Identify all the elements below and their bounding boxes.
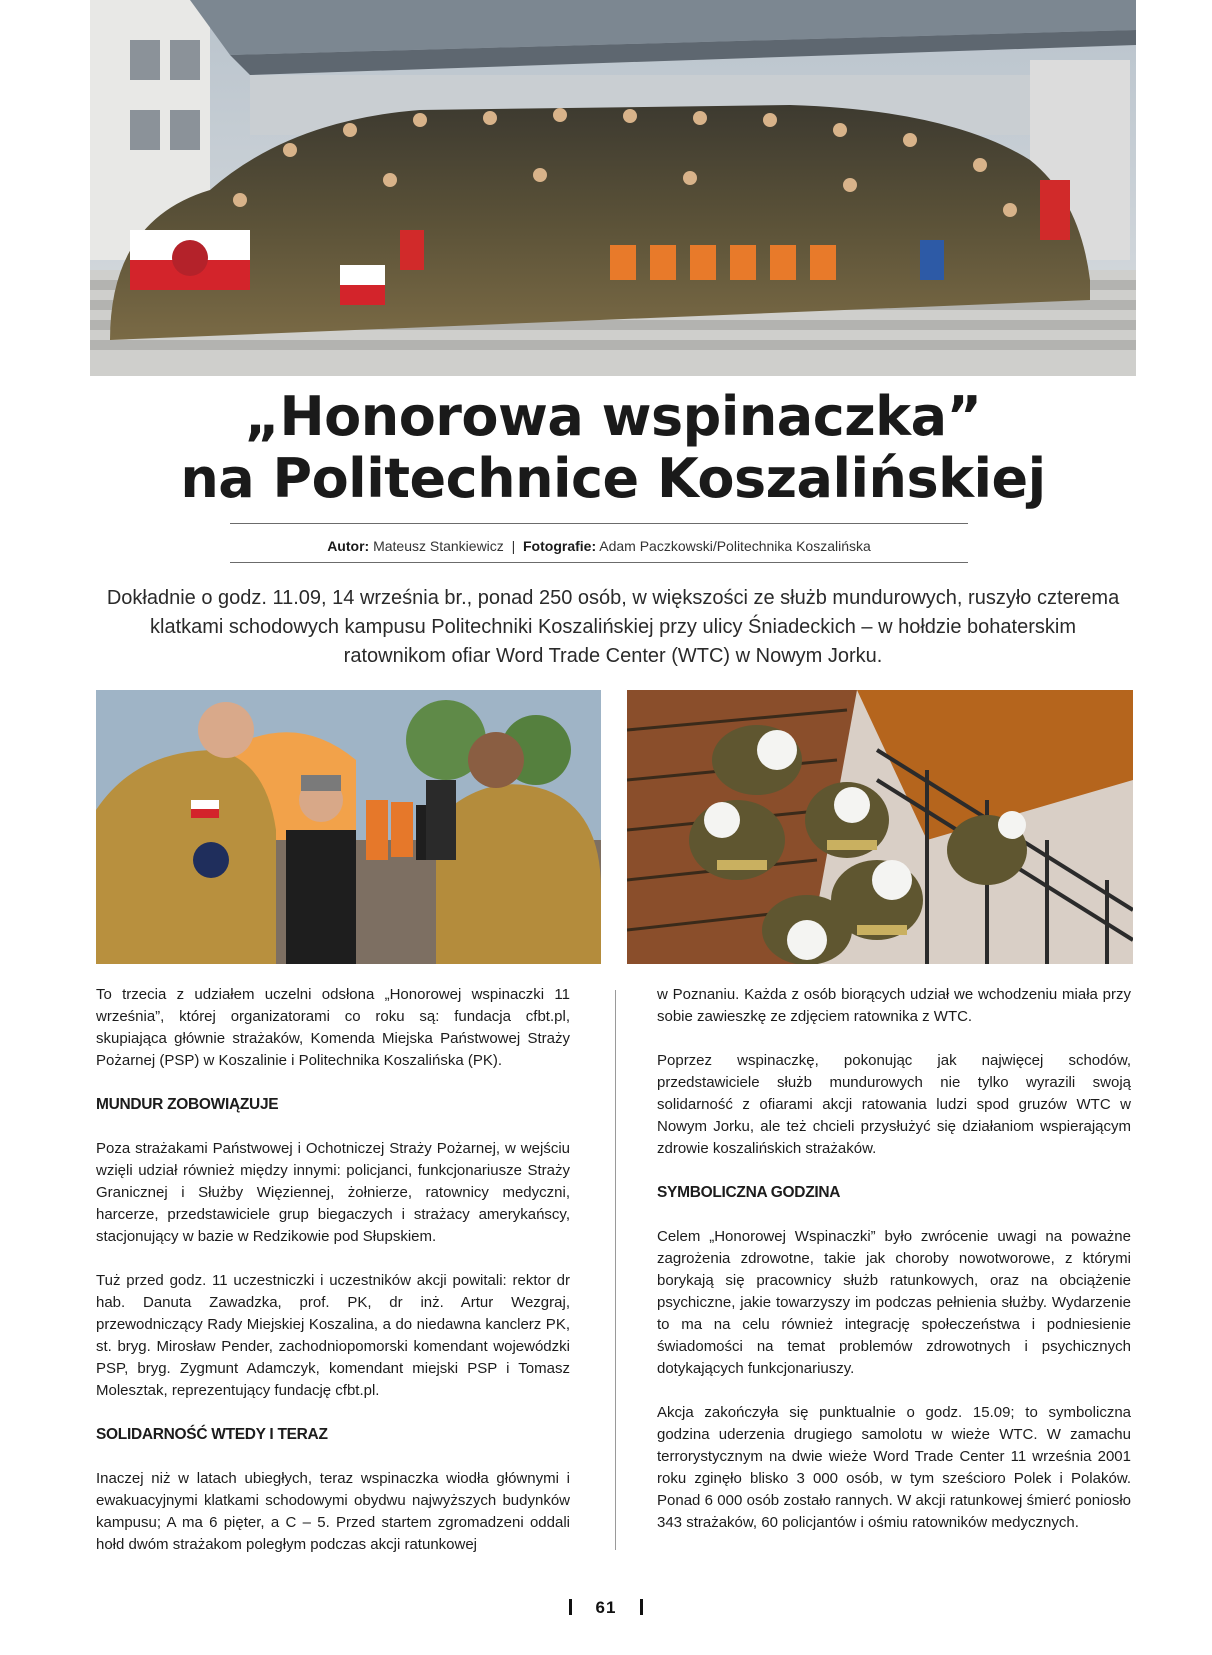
paragraph: Tuż przed godz. 11 uczestniczki i uczestników akcji powitali: rektor dr hab. Danuta Zawadzka, prof. PK, dr inż. Artur Wezgraj, przewodniczący Rady Miejskiej Koszalina, a do niedawna kanclerz PK, st. bryg. Mirosław Pender, zachodniopomorski komendant wojewódzki PSP, bryg. Zygmunt Adamczyk, komendant miejski PSP i Tomasz Molesztak, reprezentujący fundację cfbt.pl.: [96, 1272, 570, 1399]
photo-credit: Adam Paczkowski/Politechnika Koszalińska: [599, 538, 871, 554]
photo-credit-label: Fotografie:: [523, 538, 597, 554]
paragraph: To trzecia z udziałem uczelni odsłona „Honorowej wspinaczki 11 września”, której organizatorami co roku są: fundacja cfbt.pl, skupiająca głównie strażaków, Komenda Miejska Państwowej Straży Pożarnej (PSP) w Koszalinie i Politechnika Koszalińska (PK).: [96, 986, 570, 1069]
paragraph: Poza strażakami Państwowej i Ochotniczej Straży Pożarnej, w wejściu wzięli udział również między innymi: policjanci, funkcjonariusze Straży Granicznej i Służby Więziennej, żołnierze, ratownicy medyczni, harcerze, przedstawiciele grup biegaczych i strażacy amerykańscy, stacjonujący w bazie w Redzikowie pod Słupskiem.: [96, 1140, 570, 1245]
page-footer: [0, 1598, 1212, 1618]
folio-bar-left: [569, 1599, 572, 1615]
paragraph: Celem „Honorowej Wspinaczki” było zwrócenie uwagi na poważne zagrożenia zdrowotne, takie jak choroby nowotworowe, z którymi borykają się pracownicy służb ratunkowych, oraz na obciążenie psychiczne, jakie towarzyszy im podczas pełnienia służby. Wydarzenie to ma na celu również integrację społeczeństwa i podniesienie świadomości na temat problemów zdrowotnych i psychicznych dotykających funkcjonariuszy.: [657, 1228, 1131, 1377]
paragraph: Akcja zakończyła się punktualnie o godz. 15.09; to symboliczna godzina uderzenia drugiego samolotu w wieże WTC. W zamachu terrorystycznym na dwie wieże Word Trade Center 11 września 2001 roku zginęło blisko 3 000 osób, w tym sześcioro Polek i Polaków. Ponad 6 000 osób zostało rannych. W akcji ratunkowej śmierć poniosło 343 strażaków, 60 policjantów i ośmiu ratowników medycznych.: [657, 1404, 1131, 1531]
folio-bar-right: [640, 1599, 643, 1615]
column-divider: [615, 990, 616, 1550]
title-line-2: na Politechnice Koszalińskiej: [180, 447, 1046, 510]
right-column: [657, 984, 1131, 1556]
byline-separator: |: [511, 538, 516, 554]
byline: [230, 538, 968, 554]
section-heading: SYMBOLICZNA GODZINA: [657, 1184, 841, 1201]
hero-group-photo: [90, 0, 1136, 376]
paragraph: w Poznaniu. Każda z osób biorących udział we wchodzeniu miała przy sobie zawieszkę ze zdjęciem ratownika z WTC.: [657, 986, 1131, 1025]
byline-bottom-rule: [230, 562, 968, 563]
article-title: [90, 386, 1136, 510]
greeting-photo: [96, 690, 601, 964]
byline-top-rule: [230, 523, 968, 524]
page-number: 61: [595, 1598, 617, 1617]
section-heading: SOLIDARNOŚĆ WTEDY I TERAZ: [96, 1426, 328, 1443]
left-column: [96, 984, 570, 1578]
title-line-1: „Honorowa wspinaczka”: [244, 385, 982, 448]
paragraph: Inaczej niż w latach ubiegłych, teraz wspinaczka wiodła głównymi i ewakuacyjnymi klatkami schodowymi obydwu najwyższych budynków kampusu; A ma 6 pięter, a C – 5. Przed startem zgromadzeni oddali hołd dwóm strażakom poległym podczas akcji ratunkowej: [96, 1470, 570, 1553]
author-label: Autor:: [327, 538, 370, 554]
author-name: Mateusz Stankiewicz: [373, 538, 504, 554]
lead-paragraph: Dokładnie o godz. 11.09, 14 września br., ponad 250 osób, w większości ze służb mundurowych, ruszyło czterema klatkami schodowych kampusu Politechniki Koszalińskiej przy ulicy Śniadeckich – w hołdzie bohaterskim ratownikom ofiar Word Trade Center (WTC) w Nowym Jorku.: [106, 587, 1120, 667]
section-heading: MUNDUR ZOBOWIĄZUJE: [96, 1096, 279, 1113]
staircase-photo: [627, 690, 1133, 964]
paragraph: Poprzez wspinaczkę, pokonując jak najwięcej schodów, przedstawiciele służb mundurowych nie tylko wyrazili swoją solidarność z ofiarami akcji ratowania ludzi spod gruzów WTC w Nowym Jorku, ale też chcieli przysłużyć się działaniom wspierającym zdrowie koszalińskich strażaków.: [657, 1052, 1131, 1157]
